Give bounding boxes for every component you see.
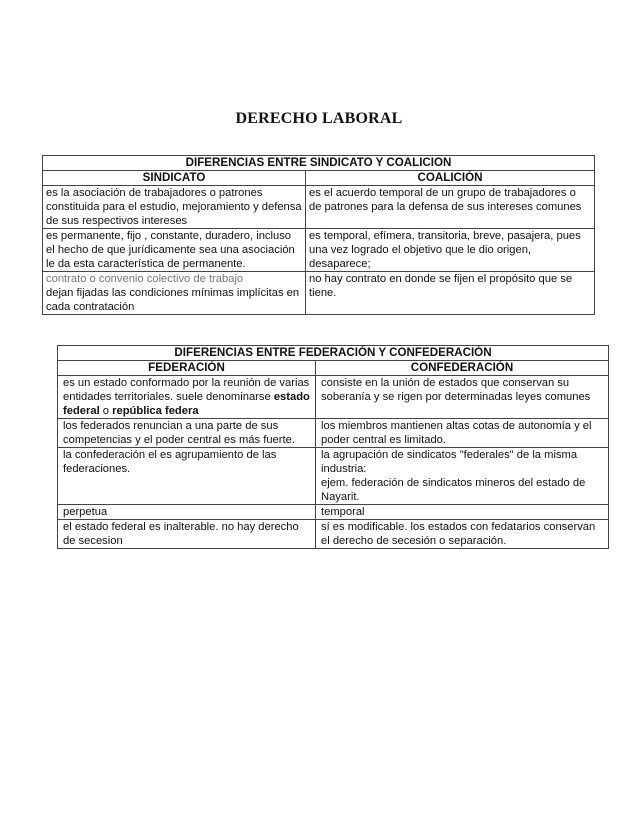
table1-cell: es temporal, efímera, transitoria, breve, pasajera, pues una vez logrado el objetivo que le dio origen, desaparece; [306, 229, 595, 272]
table2-cell: la confederación el es agrupamiento de las federaciones. [58, 448, 316, 505]
table2-cell [316, 448, 609, 505]
federacion-confederacion-table [57, 345, 609, 549]
table2-header-confederacion: CONFEDERACIÓN [316, 361, 609, 376]
table2-cell: los federados renuncian a una parte de sus competencias y el poder central es más fuerte. [58, 419, 316, 448]
table2-caption: DIFERENCIAS ENTRE FEDERACIÓN Y CONFEDERACIÓN [58, 346, 609, 361]
table1-cell: no hay contrato en donde se fijen el propósito que se tiene. [306, 272, 595, 315]
estado-federal-term: estado federal [63, 391, 310, 417]
table-row [58, 520, 609, 549]
republica-federa-term: república federa [112, 405, 199, 417]
table2-cell: el estado federal es inalterable. no hay derecho de secesion [58, 520, 316, 549]
table1-cell: es permanente, fijo , constante, duradero, incluso el hecho de que jurídicamente sea una asociación le da esta característica de permanente. [43, 229, 306, 272]
table-row [58, 448, 609, 505]
sindicato-coalicion-table [42, 155, 595, 315]
table2-cell: perpetua [58, 505, 316, 520]
table2-cell: los miembros mantienen altas cotas de autonomía y el poder central es limitado. [316, 419, 609, 448]
table-row [43, 229, 595, 272]
page-title: DERECHO LABORAL [235, 110, 403, 127]
contrato-colectivo-link[interactable]: contrato o convenio colectivo de trabajo [46, 273, 244, 285]
table2-cell: temporal [316, 505, 609, 520]
table2-cell: sí es modificable. los estados con fedatarios conservan el derecho de secesión o separación. [316, 520, 609, 549]
table1-cell: es la asociación de trabajadores o patrones constituida para el estudio, mejoramiento y defensa de sus respectivos intereses [43, 186, 306, 229]
table2-header-federacion: FEDERACIÓN [58, 361, 316, 376]
table-row [58, 419, 609, 448]
table1-header-sindicato: SINDICATO [43, 171, 306, 186]
table2-cell-text: o [102, 405, 110, 417]
table2-cell [58, 376, 316, 419]
table-row [58, 376, 609, 419]
table-row [43, 186, 595, 229]
table2-cell: consiste en la unión de estados que conservan su soberanía y se rigen por determinadas leyes comunes [316, 376, 609, 419]
table2-cell-text: la agrupación de sindicatos "federales" de la misma industria: [321, 449, 578, 475]
table1-cell: es el acuerdo temporal de un grupo de trabajadores o de patrones para la defensa de sus intereses comunes [306, 186, 595, 229]
table2-cell-text: ejem. federación de sindicatos mineros del estado de Nayarit. [321, 477, 586, 503]
table1-caption: DIFERENCIAS ENTRE SINDICATO Y COALICION [43, 156, 595, 171]
table-row [58, 505, 609, 520]
table1-cell [43, 272, 306, 315]
table1-header-coalicion: COALICIÓN [306, 171, 595, 186]
table2-cell-text: es un estado conformado por la reunión de varias entidades territoriales. suele denominarse [63, 377, 310, 403]
table1-cell-text: dejan fijadas las condiciones mínimas implícitas en cada contratación [46, 287, 300, 313]
table-row [43, 272, 595, 315]
